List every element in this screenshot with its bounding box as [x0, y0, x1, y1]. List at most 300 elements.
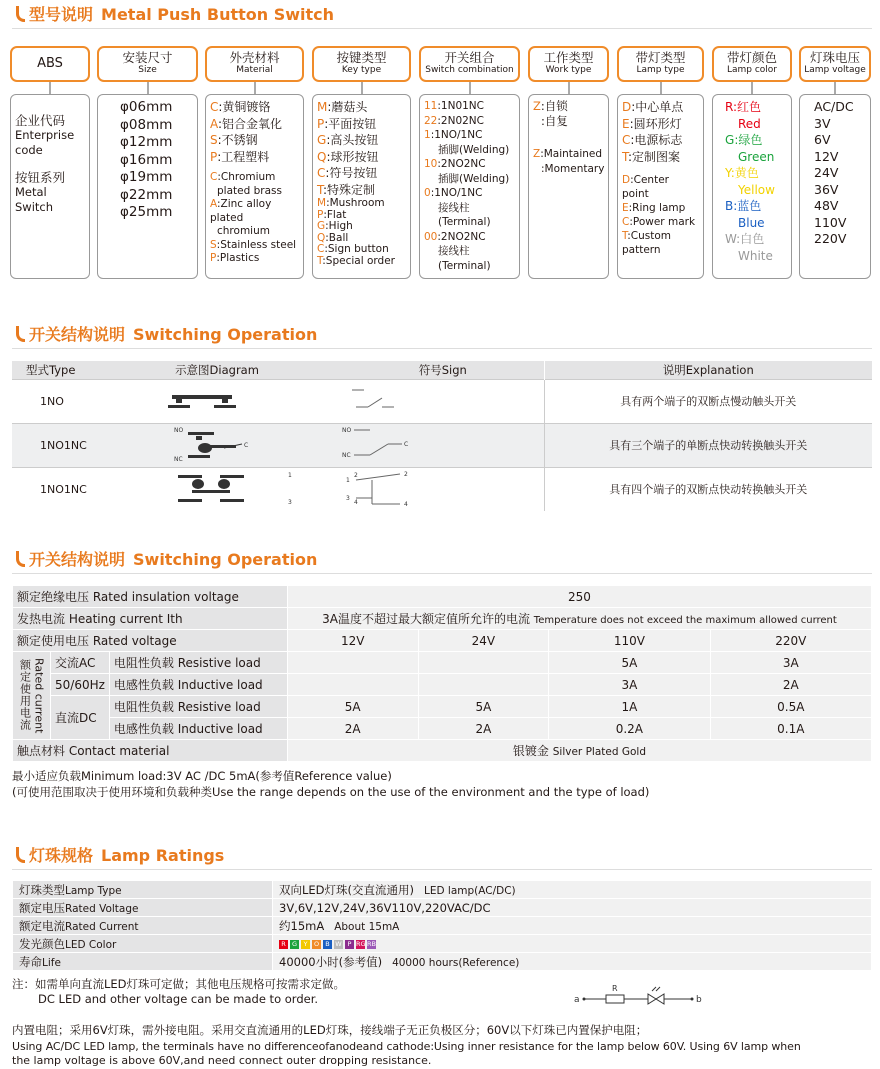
table-row [13, 881, 872, 899]
list-item [210, 239, 299, 253]
label-en: LED Color [65, 938, 117, 951]
resistor-note-zh: 内置电阻；采用6V灯珠，需外接电阻。采用交直流通用的LED灯珠，接线端子无正负极区分；60V以下灯珠已内置保护电阻； [12, 1023, 648, 1037]
resistor-note-en-2: the lamp voltage is above 60V,and need connect outer dropping resistance. [12, 1054, 432, 1067]
item-text: :Center point [622, 174, 669, 200]
list-item [210, 132, 299, 149]
header-zh: 工作类型 [543, 50, 594, 65]
section-title-switching-2 [16, 547, 317, 571]
lamp-label [13, 953, 273, 971]
label-4: 4 [404, 500, 408, 508]
cell [418, 652, 549, 674]
label-zh: 额定电压 [19, 900, 65, 915]
connector-line [49, 82, 51, 94]
list-item [210, 116, 299, 133]
item-code: Y [725, 166, 731, 180]
item-text: :中心单点 [631, 100, 684, 114]
led-circuit-icon [570, 982, 710, 1010]
label-1: 1 [288, 471, 292, 479]
voltage-item: 3V [814, 115, 831, 131]
cell: 5A [418, 696, 549, 718]
size-item: φ22mm [120, 186, 173, 203]
value-en: About 15mA [334, 920, 400, 933]
label-c: C [244, 441, 249, 449]
list-item [424, 128, 515, 143]
list-item [533, 114, 604, 129]
item-code: P [317, 116, 325, 131]
item-text: :不锈钢 [217, 133, 258, 147]
lamp-value [273, 953, 872, 971]
value-zh: 约15mA [279, 918, 325, 933]
cell: 2A [418, 718, 549, 740]
color-chip: P [345, 940, 354, 949]
item-code: C [210, 100, 219, 114]
voltage-220: 220V [710, 630, 871, 652]
header-en: Work type [545, 65, 592, 75]
header-zh: 带灯类型 [635, 50, 686, 65]
voltage-24: 24V [418, 630, 549, 652]
resistive-label: 电阻性负载 Resistive load [109, 696, 287, 718]
inductive-label: 电感性负载 Inductive load [109, 674, 287, 696]
item-code: C [210, 171, 218, 183]
color-chip: Y [301, 940, 310, 949]
cell: 0.1A [710, 718, 871, 740]
work-type-box [528, 94, 609, 279]
item-text: :Zinc alloy plated [210, 198, 272, 224]
rated-current-label [13, 652, 51, 740]
item-text: :绿色 [734, 133, 763, 147]
item-code: C [622, 216, 630, 228]
series-zh: 按钮系列 [15, 170, 66, 185]
item-text: :1N01NC [437, 100, 484, 112]
lamp-color-item [725, 165, 787, 182]
item-text: :自复 [541, 114, 568, 128]
size-box [97, 94, 198, 279]
item-code: C [622, 133, 631, 147]
sign-cell [342, 423, 544, 467]
contact-label: 触点材料 Contact material [13, 740, 288, 762]
code-en-b: code [15, 143, 43, 157]
table-row [12, 423, 872, 467]
header-box [419, 46, 520, 82]
lamp-color-item [725, 198, 787, 215]
cell: 2A [287, 718, 418, 740]
item-text: :Flat [323, 208, 347, 221]
diagram-cell [92, 379, 342, 423]
connector-line [834, 82, 836, 94]
connector-line [751, 82, 753, 94]
item-text: :Momentary [541, 163, 605, 175]
row-type: 1NO1NC [12, 467, 92, 511]
header-box [528, 46, 609, 82]
list-item [622, 132, 699, 149]
list-item [317, 149, 406, 166]
code-en: Enterprise [15, 128, 75, 142]
diagram-1no-icon [92, 380, 342, 420]
connector-line [660, 82, 662, 94]
voltage-item: 12V [814, 148, 839, 164]
list-item [317, 182, 406, 199]
value-zh: 3V,6V,12V,24V,36V110V,220VAC/DC [279, 900, 491, 915]
lamp-color-en: Red [738, 116, 761, 131]
heating-value-zh: 3A温度不超过最大额定值所允许的电流 [322, 612, 530, 626]
sign-1no1nc-icon [342, 424, 542, 464]
cell: 3A [549, 674, 710, 696]
voltage-item: 110V [814, 214, 847, 230]
item-text: :电源标志 [630, 133, 683, 147]
item-code: 10 [424, 158, 438, 170]
voltage-item: 24V [814, 165, 839, 180]
connector-line [147, 82, 149, 94]
rated-current-en: Rated current [32, 657, 46, 734]
item-text: :1NO/1NC [430, 129, 483, 141]
color-chip: G [291, 939, 298, 948]
list-item [210, 252, 299, 266]
list-item [424, 99, 515, 114]
header-zh: 带灯颜色 [726, 50, 777, 65]
table-row [13, 899, 872, 917]
lamp-note-en: DC LED and other voltage can be made to order. [38, 992, 319, 1006]
item-text: :2NO2NC [437, 158, 486, 170]
resistive-label: 电阻性负载 Resistive load [109, 652, 287, 674]
cell: 0.2A [549, 718, 710, 740]
list-item [622, 173, 699, 201]
diagram-cell [92, 423, 342, 467]
divider [12, 869, 872, 870]
list-item [210, 149, 299, 166]
header-en: Lamp color [726, 65, 778, 75]
header-box [712, 46, 792, 82]
item-text: :Power mark [629, 216, 696, 228]
item-code: 1 [424, 129, 431, 141]
sign-cell [342, 467, 544, 511]
cell [287, 652, 418, 674]
item-text: 插脚(Welding) [438, 143, 510, 156]
label-2: 2 [404, 470, 408, 478]
th-type: 型式Type [12, 361, 92, 379]
voltage-item: 48V [814, 198, 839, 213]
title-zh: 开关结构说明 [29, 550, 126, 569]
voltage-item: 6V [814, 132, 831, 147]
section-title-switching [16, 322, 317, 346]
item-text: :黄色 [730, 166, 759, 180]
th-explanation: 说明Explanation [544, 361, 872, 379]
header-zh: 开关组合 [444, 50, 495, 65]
th-sign: 符号Sign [342, 361, 544, 379]
item-code: A [210, 116, 218, 131]
connector-line [254, 82, 256, 94]
item-code: E [622, 202, 629, 214]
list-item [533, 162, 604, 177]
title-zh: 开关结构说明 [29, 325, 126, 344]
list-item [622, 116, 699, 133]
cell [418, 674, 549, 696]
voltage-item: AC/DC [814, 99, 854, 114]
item-code: T [622, 230, 628, 242]
lamp-value [273, 935, 872, 953]
label-3: 3 [288, 498, 292, 506]
item-code: P [317, 208, 324, 221]
item-text: :白色 [736, 232, 765, 246]
label-1: 1 [346, 476, 350, 484]
code-box [10, 94, 90, 279]
electrical-table [12, 585, 872, 762]
lamp-value [273, 917, 872, 935]
list-item [210, 198, 299, 225]
table-row [12, 467, 872, 511]
connector-line [361, 82, 363, 94]
item-text: :Plastics [216, 252, 260, 264]
color-chip: R [279, 940, 288, 949]
color-chip: W [335, 939, 342, 948]
item-text-cont: plated brass [217, 184, 282, 197]
item-code: G [317, 220, 326, 232]
section-title-model [16, 2, 334, 26]
label-en: Lamp Type [65, 884, 122, 897]
title-en: Switching Operation [133, 550, 318, 569]
size-item: φ25mm [120, 204, 173, 220]
item-code: P [210, 252, 217, 264]
label-zh: 灯珠类型 [19, 882, 65, 897]
size-item: φ16mm [120, 151, 173, 168]
list-item [622, 201, 699, 215]
label-zh: 额定电流 [19, 918, 65, 933]
header-box [799, 46, 871, 82]
cell: 3A [710, 652, 871, 674]
header-box [617, 46, 704, 82]
item-code: G [317, 133, 327, 147]
header-zh: ABS [37, 56, 63, 71]
item-code: T [317, 182, 324, 197]
header-box [205, 46, 304, 82]
ac-freq: 50/60Hz [51, 674, 110, 696]
list-item [622, 149, 699, 166]
label-nc: NC [174, 455, 183, 463]
item-text: :符号按钮 [325, 166, 378, 180]
title-en: Lamp Ratings [101, 846, 225, 865]
voltage-item: 220V [814, 231, 847, 246]
label-zh: 发光颜色 [19, 936, 65, 951]
label-no: NO [174, 426, 184, 434]
list-item [210, 99, 299, 116]
item-code: Z [533, 148, 541, 160]
range-note: (可使用范围取决于使用环境和负载种类Use the range depends on the use of the environment and the type of load) [12, 785, 650, 799]
sign-cell [342, 379, 544, 423]
row-type: 1NO [12, 379, 92, 423]
sign-1no1nc-4t-icon [342, 468, 542, 508]
item-code: Z [533, 99, 541, 113]
lamp-color-en: Blue [738, 215, 765, 230]
item-text: :球形按钮 [326, 149, 379, 164]
list-item [424, 244, 515, 273]
color-chip: O [313, 939, 320, 948]
voltage-item: 36V [814, 181, 839, 197]
rated-voltage-label: 额定使用电压 Rated voltage [13, 630, 288, 652]
title-hook-icon [16, 847, 25, 863]
list-item [622, 229, 699, 257]
item-code: S [210, 133, 218, 147]
color-chip: B [323, 940, 332, 949]
header-box [312, 46, 411, 82]
header-zh: 安装尺寸 [122, 50, 173, 65]
header-en: Key type [341, 65, 382, 75]
divider [12, 348, 872, 349]
item-code: 00 [424, 230, 438, 243]
item-code: E [622, 116, 630, 131]
item-code: C [317, 243, 325, 255]
title-hook-icon [16, 551, 25, 567]
item-code: Q [317, 149, 327, 164]
contact-value-zh: 银镀金 [512, 744, 549, 758]
lamp-label [13, 935, 273, 953]
item-text: :Sign button [324, 243, 389, 255]
list-item [317, 165, 406, 182]
insulation-value: 250 [287, 586, 871, 608]
cell: 5A [549, 652, 710, 674]
item-code: M [317, 197, 327, 209]
label-4: 4 [354, 498, 358, 506]
item-text: :Ball [325, 231, 349, 244]
insulation-label: 额定绝缘电压 Rated insulation voltage [13, 586, 288, 608]
lamp-color-item [725, 231, 787, 248]
divider [12, 28, 872, 29]
lamp-color-en: Green [738, 149, 775, 164]
header-en: Lamp type [636, 65, 685, 75]
item-text: :2NO2NC [437, 230, 486, 243]
cell [287, 674, 418, 696]
list-item [424, 186, 515, 201]
list-item [424, 230, 515, 245]
title-en: Metal Push Button Switch [101, 5, 335, 24]
lamp-note-zh: 注：如需单向直流LED灯珠可定做；其他电压规格可按需求定做。 [12, 977, 346, 991]
voltage-12: 12V [287, 630, 418, 652]
lamp-color-item [725, 99, 787, 116]
row-explanation: 具有四个端子的双断点快动转换触头开关 [544, 467, 872, 511]
item-text: :Mushroom [326, 197, 385, 209]
item-text: :定制图案 [628, 149, 681, 164]
item-text: :高头按钮 [326, 133, 379, 147]
table-row [12, 379, 872, 423]
label-c: C [404, 440, 409, 448]
item-text: 接线柱(Terminal) [438, 201, 491, 228]
lamp-voltage-box [799, 94, 871, 279]
item-text: :Custom pattern [622, 230, 672, 256]
switch-combo-box [419, 94, 520, 279]
table-row [13, 935, 872, 953]
label-en: Rated Current [65, 920, 139, 933]
value-zh: 双向LED灯珠(交直流通用) [279, 882, 415, 897]
lamp-value [273, 899, 872, 917]
table-row [13, 953, 872, 971]
sign-1no-icon [342, 380, 542, 420]
diagram-1no1nc-4t-icon [92, 468, 358, 508]
item-code: T [622, 149, 629, 164]
label-2: 2 [354, 471, 358, 479]
item-text: :自锁 [540, 99, 568, 113]
row-explanation: 具有两个端子的双断点慢动触头开关 [544, 379, 872, 423]
item-code: T [317, 254, 323, 267]
list-item [424, 172, 515, 187]
item-text: :Special order [322, 254, 395, 267]
dc-label: 直流DC [51, 696, 110, 740]
cell: 2A [710, 674, 871, 696]
cell: 1A [549, 696, 710, 718]
title-zh: 型号说明 [29, 5, 94, 24]
item-code: P [210, 149, 218, 164]
label-nc: NC [342, 451, 351, 459]
list-item [622, 215, 699, 229]
item-code: D [622, 174, 631, 186]
connector-line [469, 82, 471, 94]
list-item [317, 256, 406, 268]
ac-label: 交流AC [51, 652, 110, 674]
item-text: :铝合金氧化 [218, 116, 283, 131]
list-item [622, 99, 699, 116]
item-code: S [210, 238, 217, 251]
item-code: 22 [424, 114, 438, 127]
list-item [533, 99, 604, 114]
diagram-cell [92, 467, 358, 511]
item-text: 接线柱(Terminal) [438, 245, 491, 272]
list-item [317, 116, 406, 133]
lamp-label [13, 917, 273, 935]
row-explanation: 具有三个端子的单断点快动转换触头开关 [544, 423, 872, 467]
item-text: :黄铜镀铬 [218, 100, 271, 114]
header-en: Lamp voltage [804, 65, 866, 75]
rated-current-zh: 额定使用电流 [18, 659, 32, 732]
item-text: :圆环形灯 [629, 116, 682, 131]
item-text: :Stainless steel [216, 238, 297, 251]
list-item [424, 157, 515, 172]
item-text: :蓝色 [733, 199, 762, 213]
cell: 0.5A [710, 696, 871, 718]
list-item [317, 99, 406, 116]
item-text: :工程塑料 [217, 149, 270, 164]
circuit-a: a [574, 995, 580, 1005]
header-en: Material [236, 65, 273, 75]
value-en: LED lamp(AC/DC) [424, 884, 516, 897]
size-item: φ12mm [120, 134, 173, 150]
item-code: Q [317, 231, 326, 244]
resistor-note-en-1: Using AC/DC LED lamp, the terminals have no differenceofanodeand cathode:Using inner resistance for the lamp below 60V. Using 6V lamp when [12, 1040, 801, 1053]
item-text: :Chromium [217, 171, 276, 183]
title-hook-icon [16, 326, 25, 342]
key-type-box [312, 94, 411, 279]
item-text: :2N02NC [437, 114, 484, 127]
list-item [424, 201, 515, 230]
contact-value-en: Silver Plated Gold [552, 746, 646, 758]
item-text: :红色 [732, 100, 762, 114]
header-en: Size [138, 65, 157, 75]
header-box [10, 46, 90, 82]
heating-value-en: Temperature does not exceed the maximum allowed current [533, 615, 837, 626]
size-item: φ08mm [120, 116, 173, 133]
material-box [205, 94, 304, 279]
lamp-value [273, 881, 872, 899]
inductive-label: 电感性负载 Inductive load [109, 718, 287, 740]
lamp-color-en: Yellow [738, 182, 775, 197]
list-item [210, 171, 299, 185]
table-row [13, 917, 872, 935]
item-code: C [317, 166, 326, 180]
lamp-label [13, 899, 273, 917]
label-en: Life [42, 956, 61, 969]
header-zh: 灯珠电压 [809, 50, 860, 65]
item-text: :特殊定制 [323, 182, 376, 197]
cell: 5A [287, 696, 418, 718]
section-title-lamp [16, 843, 224, 867]
item-code: G [725, 133, 735, 147]
diagram-1no1nc-icon [92, 424, 342, 464]
